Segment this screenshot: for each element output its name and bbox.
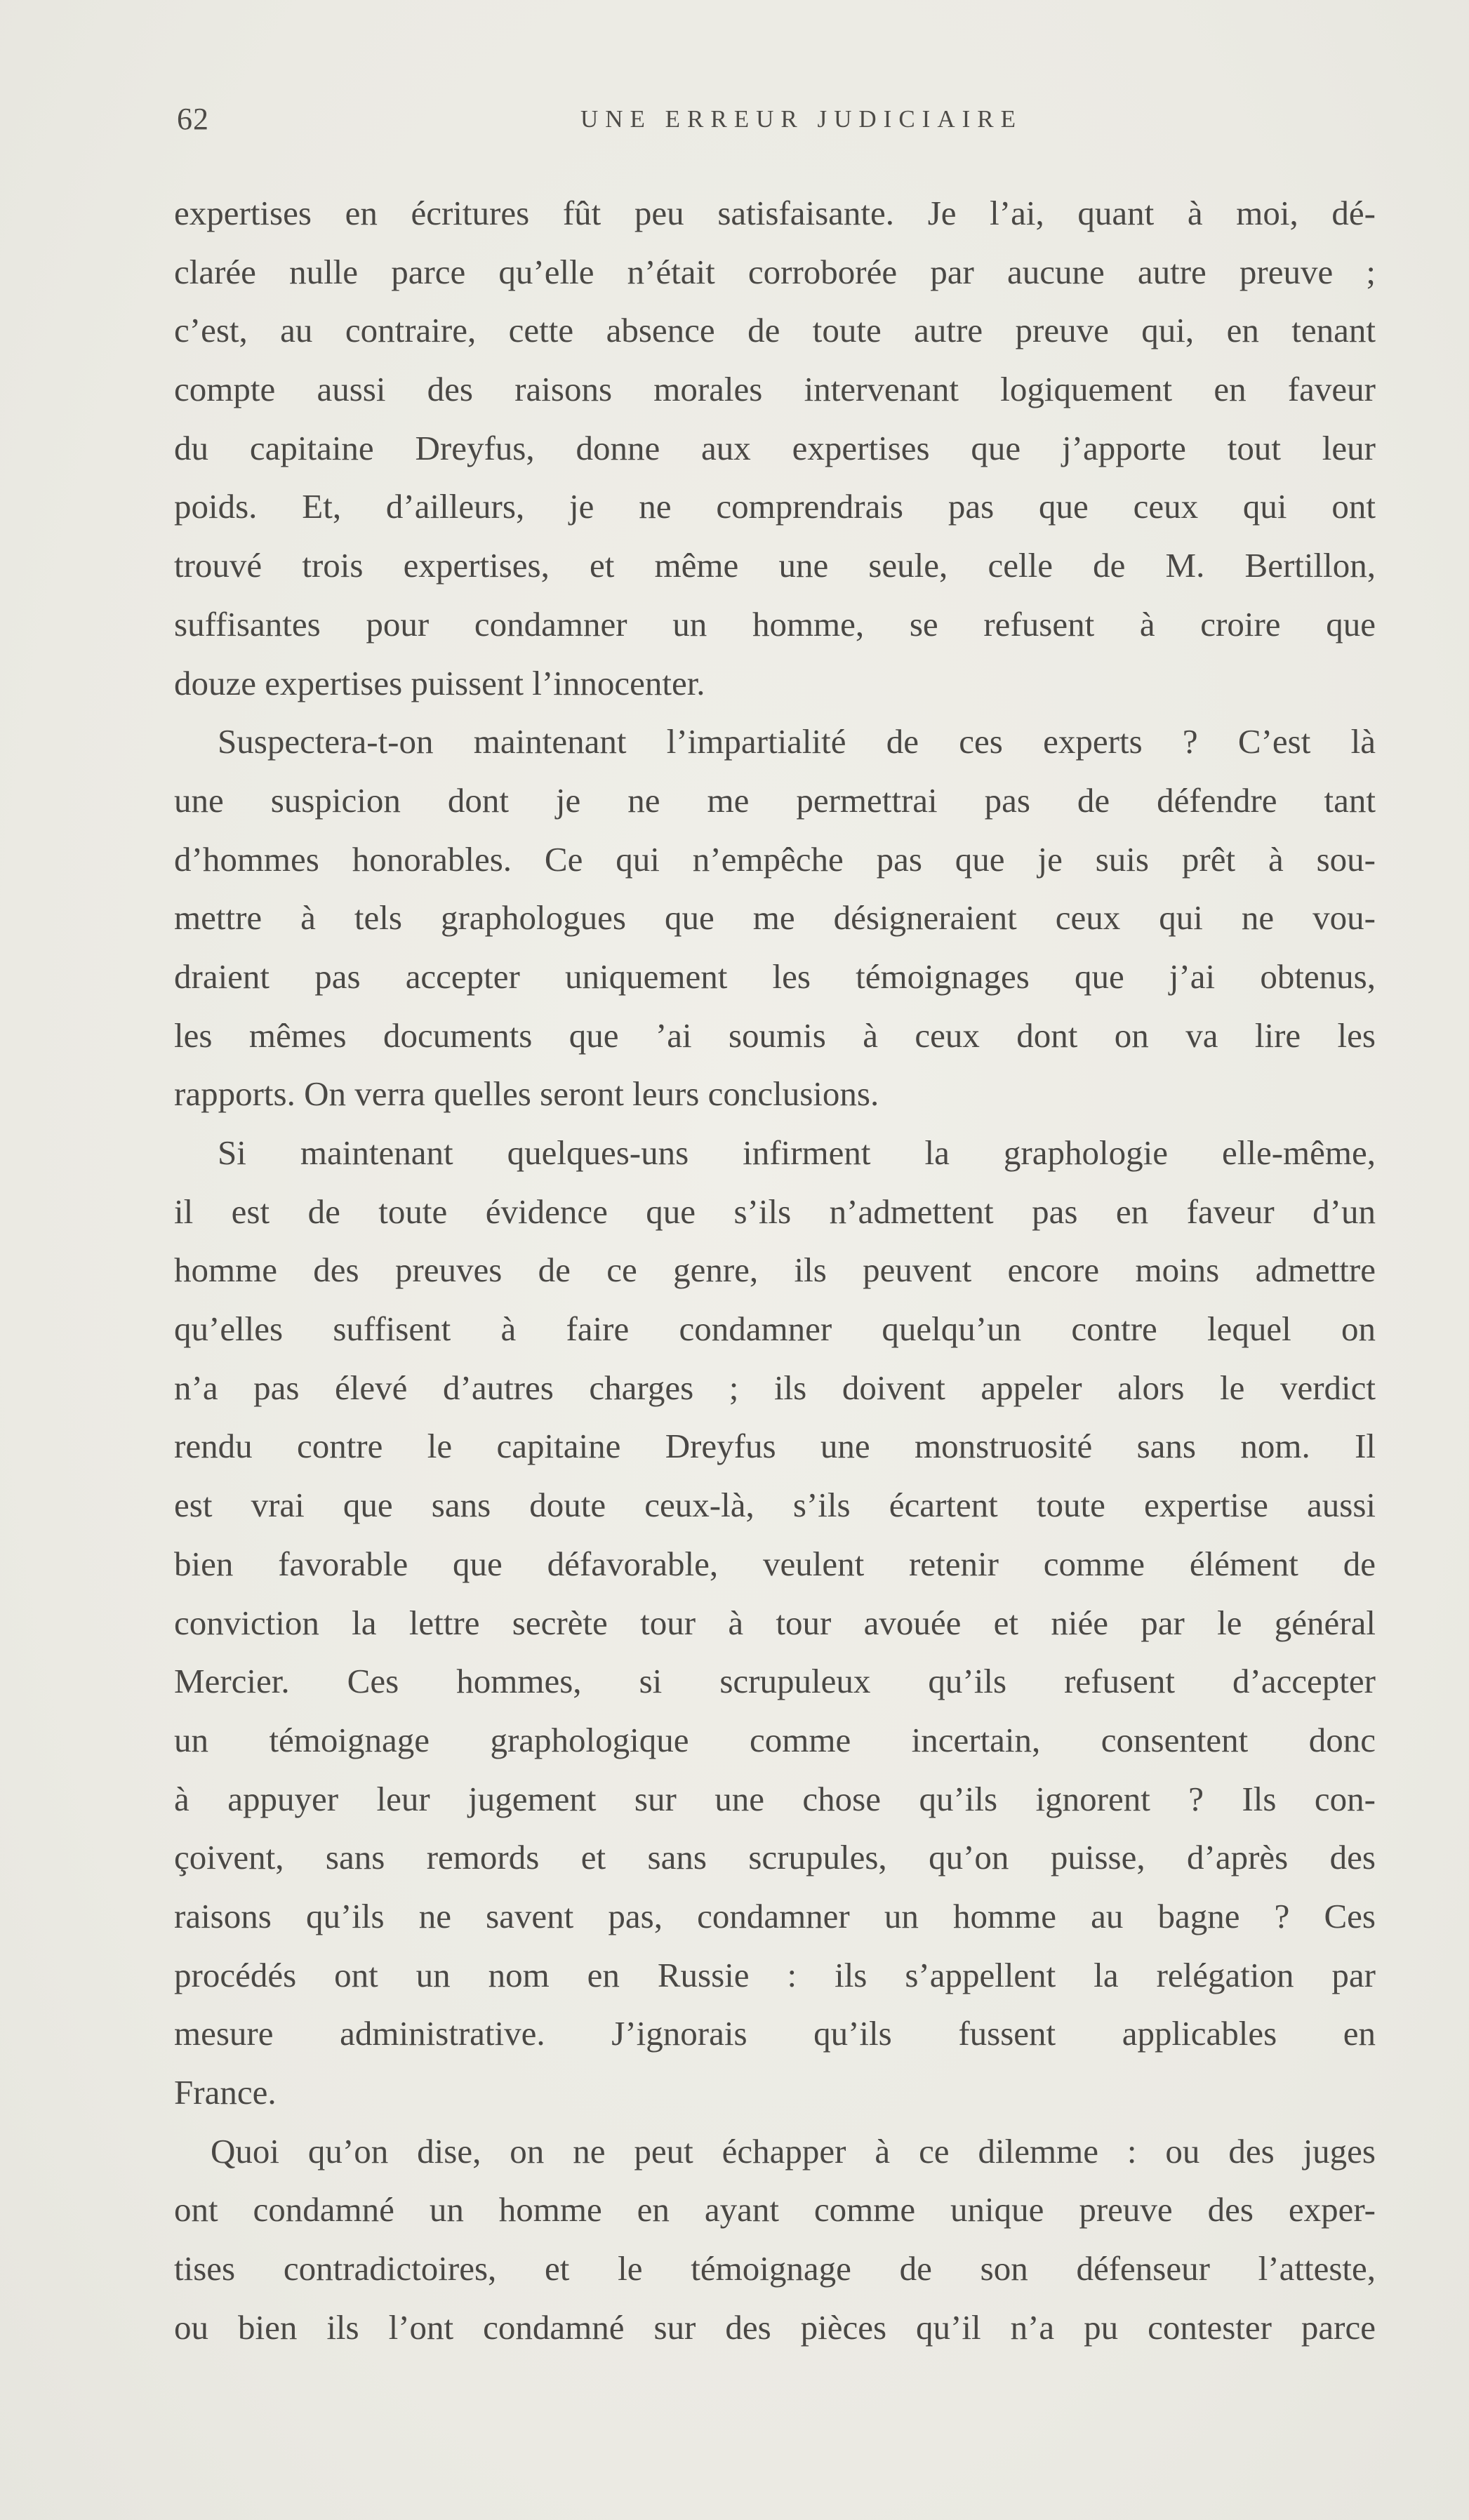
text-line: procédés ont un nom en Russie : ils s’appellent la relégation par bbox=[174, 1955, 1376, 1994]
text-line: draient pas accepter uniquement les témoignages que j’ai obtenus, bbox=[174, 956, 1376, 996]
text-line: Si maintenant quelques-uns infirment la graphologie elle-même, bbox=[218, 1133, 1376, 1172]
text-line: conviction la lettre secrète tour à tour avouée et niée par le général bbox=[174, 1603, 1376, 1642]
text-line: qu’elles suffisent à faire condamner quelqu’un contre lequel on bbox=[174, 1309, 1376, 1349]
text-line: mettre à tels graphologues que me désigneraient ceux qui ne vou- bbox=[174, 898, 1376, 938]
text-line: compte aussi des raisons morales intervenant logiquement en faveur bbox=[174, 370, 1376, 409]
text-line: du capitaine Dreyfus, donne aux expertises que j’apporte tout leur bbox=[174, 428, 1376, 467]
text-line: Mercier. Ces hommes, si scrupuleux qu’ils refusent d’accepter bbox=[174, 1662, 1376, 1701]
text-line: homme des preuves de ce genre, ils peuvent encore moins admettre bbox=[174, 1251, 1376, 1290]
text-line: rapports. On verra quelles seront leurs conclusions. bbox=[174, 1074, 879, 1114]
text-line: d’hommes honorables. Ce qui n’empêche pas que je suis prêt à sou- bbox=[174, 839, 1376, 879]
text-line: un témoignage graphologique comme incertain, consentent donc bbox=[174, 1720, 1376, 1759]
body-text bbox=[174, 184, 1376, 2356]
text-line: il est de toute évidence que s’ils n’admettent pas en faveur d’un bbox=[174, 1192, 1376, 1231]
text-line: expertises en écritures fût peu satisfaisante. Je l’ai, quant à moi, dé- bbox=[174, 194, 1376, 232]
text-line: suffisantes pour condamner un homme, se refusent à croire que bbox=[174, 604, 1376, 644]
text-line: bien favorable que défavorable, veulent retenir comme élément de bbox=[174, 1544, 1376, 1583]
text-line: çoivent, sans remords et sans scrupules, qu’on puisse, d’après des bbox=[174, 1838, 1376, 1877]
text-line: est vrai que sans doute ceux-là, s’ils écartent toute expertise aussi bbox=[174, 1486, 1376, 1525]
text-line: n’a pas élevé d’autres charges ; ils doivent appeler alors le verdict bbox=[174, 1368, 1376, 1407]
text-line: raisons qu’ils ne savent pas, condamner un homme au bagne ? Ces bbox=[174, 1896, 1376, 1935]
text-line: France. bbox=[174, 2073, 277, 2112]
text-line: mesure administrative. J’ignorais qu’ils fussent applicables en bbox=[174, 2014, 1376, 2053]
text-line: poids. Et, d’ailleurs, je ne comprendrais pas que ceux qui ont bbox=[174, 487, 1376, 526]
text-line: c’est, au contraire, cette absence de toute autre preuve qui, en tenant bbox=[174, 311, 1376, 350]
text-line: douze expertises puissent l’innocenter. bbox=[174, 663, 705, 702]
text-line: ont condamné un homme en ayant comme unique preuve des exper- bbox=[174, 2190, 1376, 2229]
text-line: une suspicion dont je ne me permettrai pas de défendre tant bbox=[174, 780, 1376, 820]
text-line: Suspectera-t-on maintenant l’impartialité de ces experts ? C’est là bbox=[218, 722, 1376, 761]
running-title: UNE ERREUR JUDICIAIRE bbox=[580, 105, 1023, 133]
text-line: clarée nulle parce qu’elle n’était corroborée par aucune autre preuve ; bbox=[174, 252, 1376, 291]
text-line: les mêmes documents que ’ai soumis à ceux dont on va lire les bbox=[174, 1015, 1376, 1055]
text-line: ou bien ils l’ont condamné sur des pièces qu’il n’a pu contester parce bbox=[174, 2307, 1376, 2347]
page-number: 62 bbox=[177, 102, 209, 136]
text-line: trouvé trois expertises, et même une seule, celle de M. Bertillon, bbox=[174, 546, 1376, 585]
text-line: Quoi qu’on dise, on ne peut échapper à ce dilemme : ou des juges bbox=[211, 2131, 1376, 2171]
text-line: rendu contre le capitaine Dreyfus une monstruosité sans nom. Il bbox=[174, 1427, 1376, 1466]
running-head bbox=[177, 98, 1384, 140]
text-line: tises contradictoires, et le témoignage de son défenseur l’atteste, bbox=[174, 2249, 1376, 2288]
text-line: à appuyer leur jugement sur une chose qu’ils ignorent ? Ils con- bbox=[174, 1779, 1376, 1818]
